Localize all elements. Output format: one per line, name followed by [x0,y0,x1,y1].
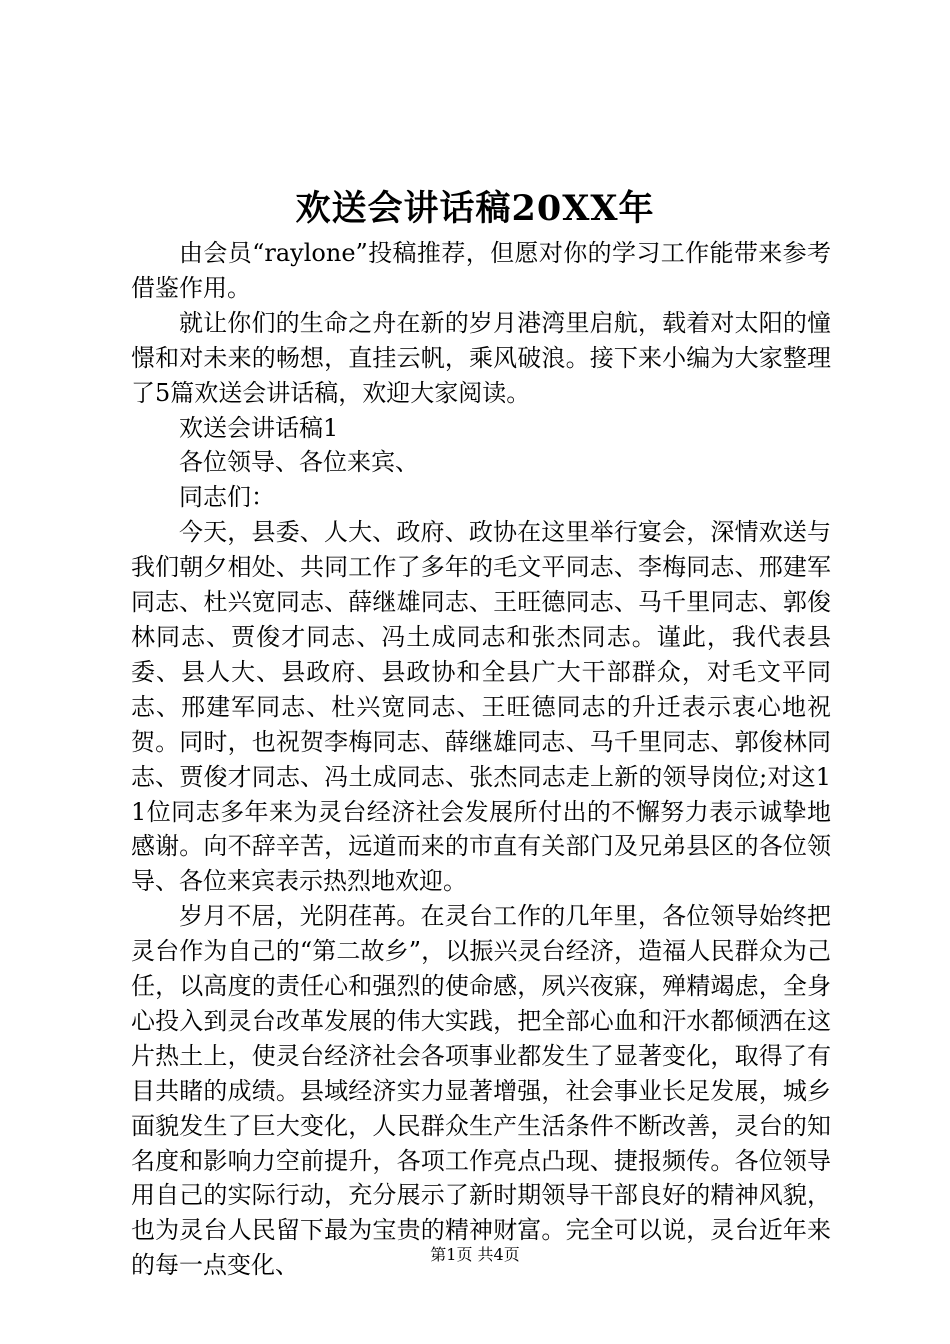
salutation-line: 各位领导、各位来宾、 [179,448,419,477]
document-body [131,236,831,1283]
salutation-line: 同志们： [179,483,275,512]
paragraph-body: 岁月不居，光阴荏苒。在灵台工作的几年里，各位领导始终把灵台作为自己的“第二故乡”，以振兴灵台经济，造福人民群众为己任，以高度的责任心和强烈的使命感，夙兴夜寐，殚精竭虑，全身心投入到灵台改革发展的伟大实践，把全部心血和汗水都倾洒在这片热土上，使灵台经济社会各项事业都发生了显著变化，取得了有目共睹的成绩。县域经济实力显著增强，社会事业长足发展，城乡面貌发生了巨大变化，人民群众生产生活条件不断改善，灵台的知名度和影响力空前提升，各项工作亮点凸现、捷报频传。各位领导用自己的实际行动，充分展示了新时期领导干部良好的精神风貌，也为灵台人民留下最为宝贵的精神财富。完全可以说，灵台近年来的每一点变化、 [131,902,831,1280]
paragraph-body: 今天，县委、人大、政府、政协在这里举行宴会，深情欢送与我们朝夕相处、共同工作了多年的毛文平同志、李梅同志、邢建军同志、杜兴宽同志、薛继雄同志、王旺德同志、马千里同志、郭俊林同志、贾俊才同志、冯土成同志和张杰同志。谨此，我代表县委、县人大、县政府、县政协和全县广大干部群众，对毛文平同志、邢建军同志、杜兴宽同志、王旺德同志的升迁表示衷心地祝贺。同时，也祝贺李梅同志、薛继雄同志、马千里同志、郭俊林同志、贾俊才同志、冯土成同志、张杰同志走上新的领导岗位;对这11位同志多年来为灵台经济社会发展所付出的不懈努力表示诚挚地感谢。向不辞辛苦，远道而来的市直有关部门及兄弟县区的各位领导、各位来宾表示热烈地欢迎。 [131,518,831,896]
paragraph-intro: 由会员“raylone”投稿推荐，但愿对你的学习工作能带来参考借鉴作用。 [131,239,831,302]
paragraph-opening: 就让你们的生命之舟在新的岁月港湾里启航，载着对太阳的憧憬和对未来的畅想，直挂云帆，乘风破浪。接下来小编为大家整理了5篇欢送会讲话稿，欢迎大家阅读。 [131,308,831,407]
section-heading: 欢送会讲话稿1 [179,413,339,442]
page-footer: 第1页 共4页 [430,1245,520,1264]
document-title: 欢送会讲话稿20XX年 [295,188,655,229]
